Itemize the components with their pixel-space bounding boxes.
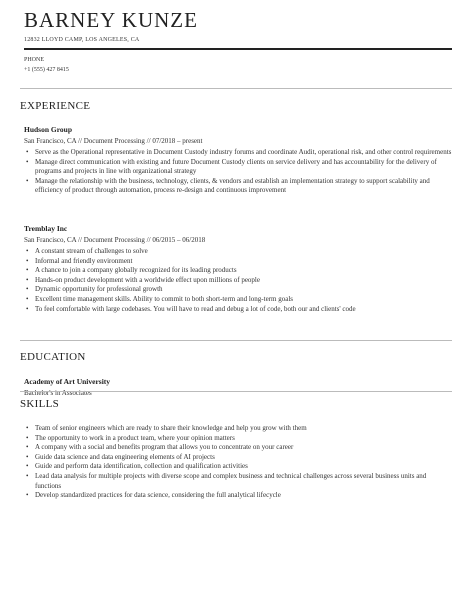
employer-name: Hudson Group xyxy=(24,125,73,134)
job-details: San Francisco, CA // Document Processing // 07/2018 – present xyxy=(24,137,203,145)
skills-list xyxy=(24,424,452,501)
list-item: • Manage direct communication with existing and future Document Custody clients on service delivery and has accountability for the delivery of programs and projects in line with organizational strategy xyxy=(24,158,452,177)
job-details: San Francisco, CA // Document Processing // 06/2015 – 06/2018 xyxy=(24,236,206,244)
candidate-address: 12832 LLOYD CAMP, LOS ANGELES, CA xyxy=(24,37,140,43)
candidate-name: BARNEY KUNZE xyxy=(24,8,198,32)
job-bullets xyxy=(24,247,452,314)
list-item: • The opportunity to work in a product team, where your opinion matters xyxy=(24,434,452,444)
education-divider xyxy=(20,340,452,341)
list-item: • A constant stream of challenges to solve xyxy=(24,247,452,257)
experience-divider xyxy=(20,88,452,89)
list-item: • Guide data science and data engineering elements of AI projects xyxy=(24,453,452,463)
list-item: • Informal and friendly environment xyxy=(24,257,452,267)
list-item: • Lead data analysis for multiple projects with diverse scope and complex business and technical challenges across several business units and functions xyxy=(24,472,452,491)
school-name: Academy of Art University xyxy=(24,377,111,386)
degree-name: Bachelor's in Associates xyxy=(24,389,92,397)
job-bullets xyxy=(24,148,452,196)
list-item: • Excellent time management skills. Ability to commit to both short-term and long-term goals xyxy=(24,295,452,305)
phone-label: PHONE xyxy=(24,57,45,63)
phone-number: +1 (555) 427 8415 xyxy=(24,67,69,73)
list-item: • Manage the relationship with the business, technology, clients, & vendors and establish an implementation strategy to support scalability and efficiency of product through automation, process re-design and continuous improvement xyxy=(24,177,452,196)
skills-title: SKILLS xyxy=(20,398,60,410)
employer-name: Tremblay Inc xyxy=(24,224,68,233)
list-item: • Dynamic opportunity for professional growth xyxy=(24,285,452,295)
list-item: • Team of senior engineers which are ready to share their knowledge and help you grow with them xyxy=(24,424,452,434)
list-item: • A company with a social and benefits program that allows you to concentrate on your career xyxy=(24,443,452,453)
list-item: • Develop standardized practices for data science, considering the full analytical lifecycle xyxy=(24,491,452,501)
skills-divider xyxy=(20,391,452,392)
list-item: • Guide and perform data identification, collection and qualification activities xyxy=(24,462,452,472)
job-entry xyxy=(24,223,452,314)
list-item: • Serve as the Operational representative in Document Custody industry forums and coordinate Audit, operational risk, and other control requirements xyxy=(24,148,452,158)
contact-block xyxy=(24,55,69,75)
list-item: • To feel comfortable with large codebases. You will have to read and debug a lot of code, both our and clients' code xyxy=(24,305,452,315)
job-entry xyxy=(24,124,452,196)
education-title: EDUCATION xyxy=(20,351,86,363)
list-item: • Hands-on product development with a worldwide effect upon millions of people xyxy=(24,276,452,286)
list-item: • A chance to join a company globally recognized for its leading products xyxy=(24,266,452,276)
skills-list-block xyxy=(24,422,452,501)
header-divider xyxy=(24,48,452,50)
education-entry xyxy=(24,376,452,398)
experience-title: EXPERIENCE xyxy=(20,100,91,112)
resume-header xyxy=(24,8,452,43)
